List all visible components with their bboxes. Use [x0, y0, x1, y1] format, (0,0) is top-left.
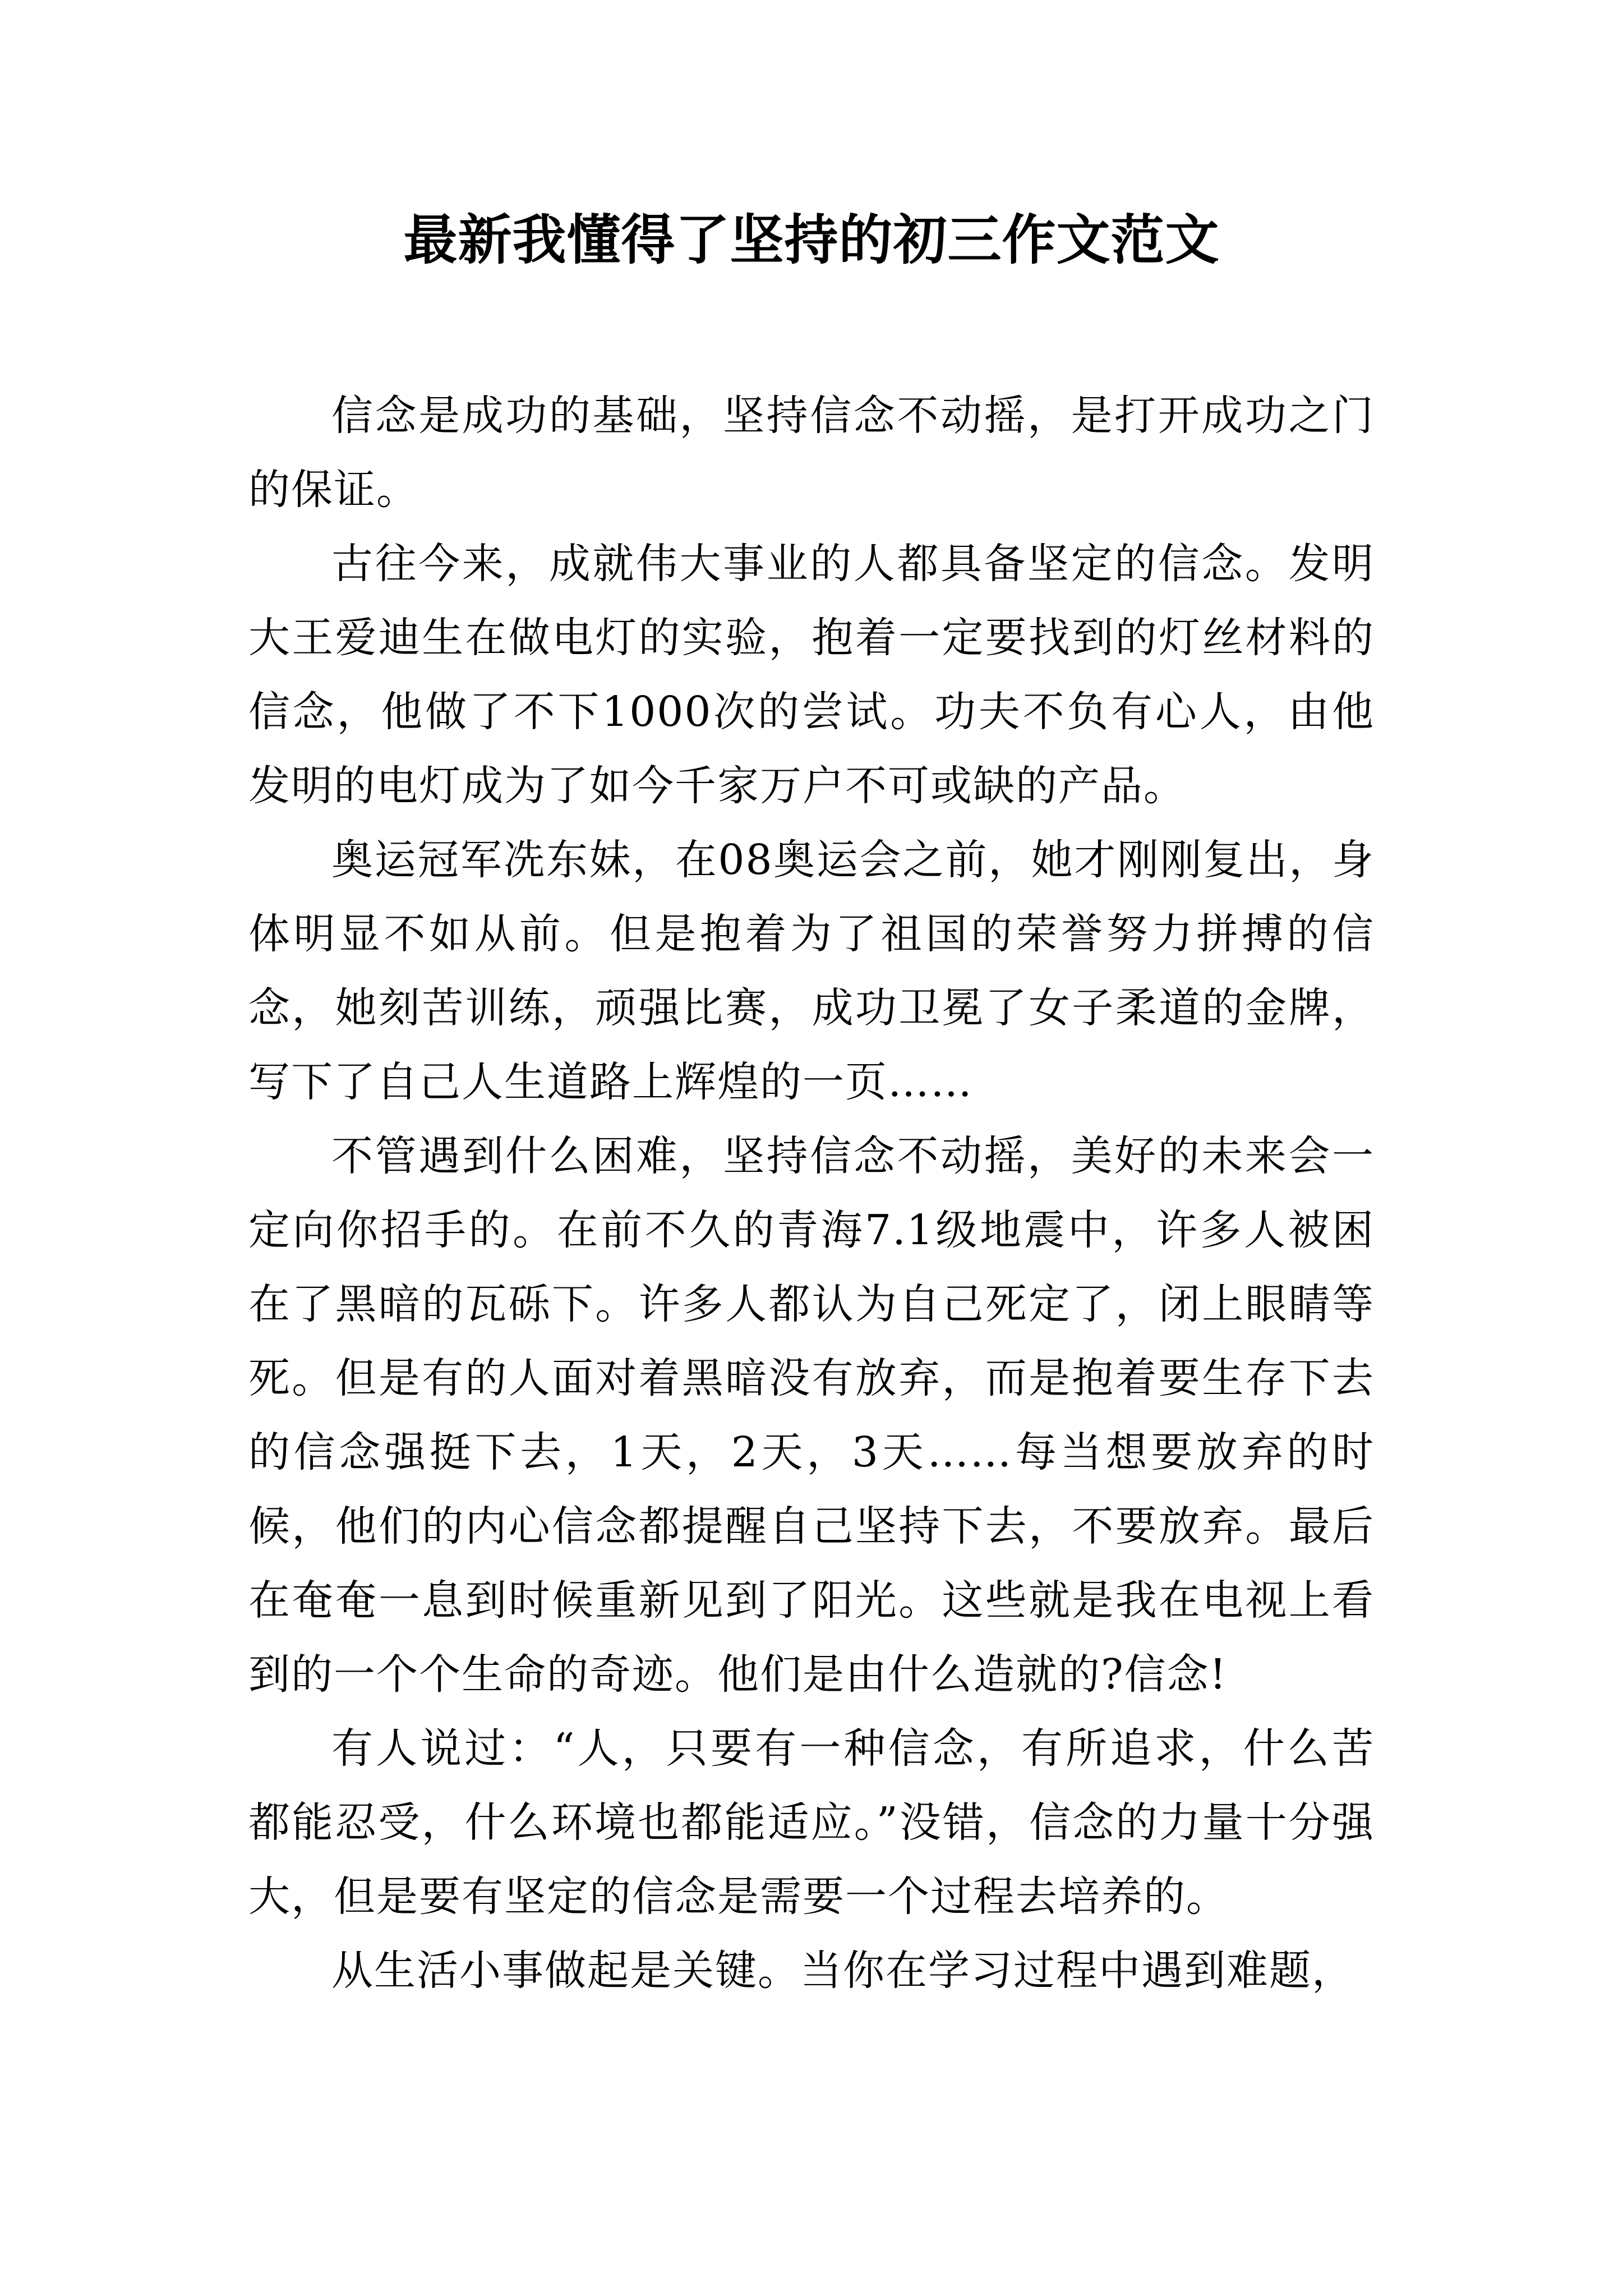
paragraph: 奥运冠军冼东妹，在08奥运会之前，她才刚刚复出，身体明显不如从前。但是抱着为了祖国的荣誉努力拼搏的信念，她刻苦训练，顽强比赛，成功卫冕了女子柔道的金牌，写下了自己人生道路上辉煌的一页…… [248, 836, 1375, 1106]
paragraph: 有人说过：“人，只要有一种信念，有所追求，什么苦都能忍受，什么环境也都能适应。”没错，信念的力量十分强大，但是要有坚定的信念是需要一个过程去培养的。 [248, 1724, 1375, 1921]
paragraph: 信念是成功的基础，坚持信念不动摇，是打开成功之门的保证。 [248, 392, 1375, 514]
document-body [248, 379, 1375, 2008]
paragraph: 不管遇到什么困难，坚持信念不动摇，美好的未来会一定向你招手的。在前不久的青海7.1级地震中，许多人被困在了黑暗的瓦砾下。许多人都认为自己死定了，闭上眼睛等死。但是有的人面对着黑暗没有放弃，而是抱着要生存下去的信念强挺下去，1天，2天，3天……每当想要放弃的时候，他们的内心信念都提醒自己坚持下去，不要放弃。最后在奄奄一息到时候重新见到了阳光。这些就是我在电视上看到的一个个生命的奇迹。他们是由什么造就的?信念! [248, 1132, 1375, 1699]
paragraph: 从生活小事做起是关键。当你在学习过程中遇到难题， [331, 1947, 1354, 1995]
paragraph: 古往今来，成就伟大事业的人都具备坚定的信念。发明大王爱迪生在做电灯的实验，抱着一定要找到的灯丝材料的信念，他做了不下1000次的尝试。功夫不负有心人，由他发明的电灯成为了如今千家万户不可或缺的产品。 [248, 540, 1375, 810]
document-title: 最新我懂得了坚持的初三作文范文 [403, 208, 1220, 272]
